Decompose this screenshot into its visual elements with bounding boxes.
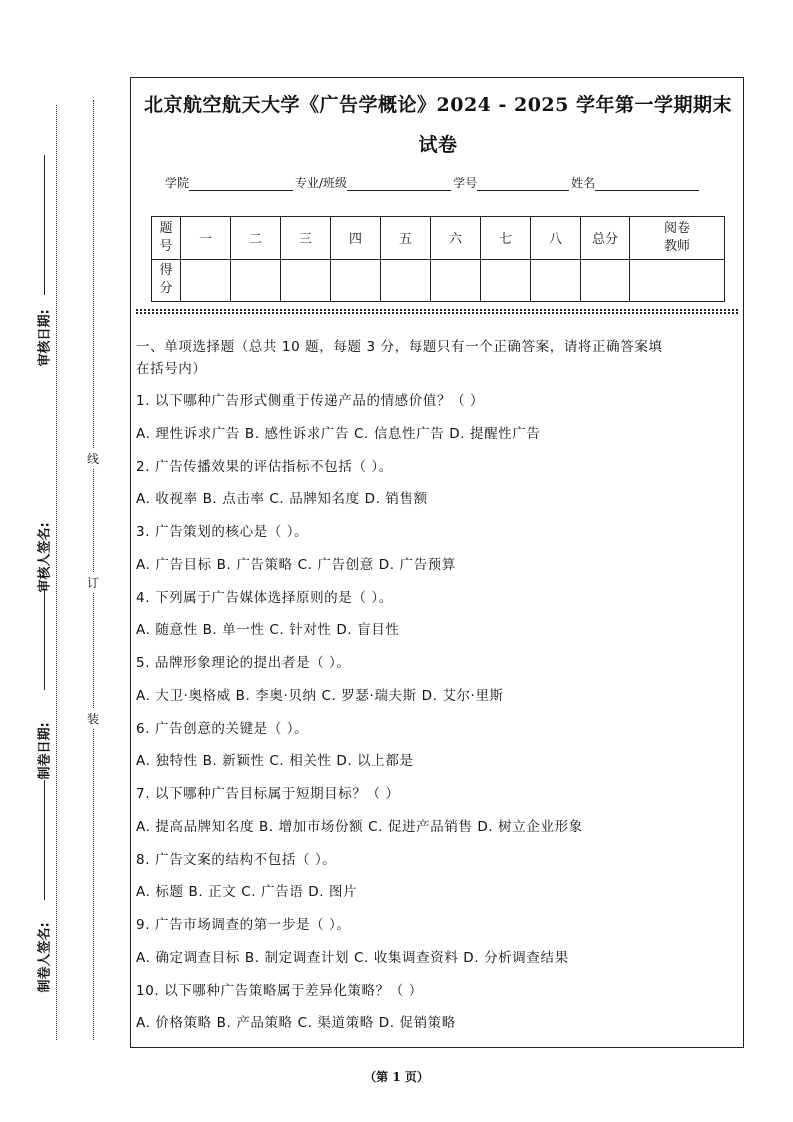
field-college-label: 学院 (165, 176, 190, 190)
reviewer-signature-blank (44, 590, 45, 690)
field-major-blank[interactable] (347, 177, 451, 191)
field-id-label: 学号 (453, 176, 478, 190)
col-grader: 阅卷教师 (630, 217, 725, 260)
score-table (151, 216, 725, 302)
col-total: 总分 (581, 217, 630, 260)
exam-paper-frame (130, 77, 744, 1048)
question-6: 6. 广告创意的关键是（ ）。 (136, 721, 309, 737)
col-7: 七 (481, 217, 531, 260)
col-4: 四 (331, 217, 381, 260)
score-cell[interactable] (331, 259, 381, 302)
question-3: 3. 广告策划的核心是（ ）。 (136, 524, 309, 540)
cut-char-bind: 订 (87, 572, 99, 593)
review-date-blank (44, 155, 45, 295)
col-3: 三 (281, 217, 331, 260)
review-date-label: 审核日期: (37, 309, 53, 367)
outer-dotted-line (56, 105, 57, 1040)
score-header: 得分 (152, 259, 181, 302)
question-10: 10. 以下哪种广告策略属于差异化策略？（ ） (136, 983, 423, 999)
question-1-options: A. 理性诉求广告 B. 感性诉求广告 C. 信息性广告 D. 提醒性广告 (136, 426, 541, 442)
score-cell[interactable] (381, 259, 431, 302)
make-date-label: 制卷日期: (37, 722, 53, 780)
question-5-options: A. 大卫·奥格威 B. 李奥·贝纳 C. 罗瑟·瑞夫斯 D. 艾尔·里斯 (136, 688, 504, 704)
question-7-options: A. 提高品牌知名度 B. 增加市场份额 C. 促进产品销售 D. 树立企业形象 (136, 819, 583, 835)
cut-char-line: 线 (87, 448, 99, 469)
section-heading-line1: 一、单项选择题（总共 10 题，每题 3 分，每题只有一个正确答案，请将正确答案填 (136, 339, 663, 355)
question-3-options: A. 广告目标 B. 广告策略 C. 广告创意 D. 广告预算 (136, 557, 456, 573)
question-10-options: A. 价格策略 B. 产品策略 C. 渠道策略 D. 促销策略 (136, 1015, 456, 1031)
question-2-options: A. 收视率 B. 点击率 C. 品牌知名度 D. 销售额 (136, 491, 428, 507)
student-info-row (165, 174, 701, 191)
score-table-score-row (152, 259, 725, 302)
dotted-separator (136, 309, 738, 311)
score-cell[interactable] (231, 259, 281, 302)
col-8: 八 (531, 217, 581, 260)
field-major-label: 专业/班级 (295, 176, 348, 190)
inner-dotted-line (93, 100, 94, 1040)
field-id-blank[interactable] (477, 177, 569, 191)
make-date-blank (44, 780, 45, 900)
question-4: 4. 下列属于广告媒体选择原则的是（ ）。 (136, 590, 393, 606)
score-cell[interactable] (531, 259, 581, 302)
exam-title-line2: 试卷 (418, 134, 458, 156)
field-name-label: 姓名 (571, 176, 596, 190)
score-cell[interactable] (431, 259, 481, 302)
col-5: 五 (381, 217, 431, 260)
question-9: 9. 广告市场调查的第一步是（ ）。 (136, 917, 351, 933)
reviewer-signature-label: 审核人签名: (37, 522, 53, 593)
score-cell-grader[interactable] (630, 259, 725, 302)
question-9-options: A. 确定调查目标 B. 制定调查计划 C. 收集调查资料 D. 分析调查结果 (136, 950, 569, 966)
page-number: （第 1 页） (364, 1070, 429, 1084)
question-8-options: A. 标题 B. 正文 C. 广告语 D. 图片 (136, 884, 358, 900)
question-5: 5. 品牌形象理论的提出者是（ ）。 (136, 655, 351, 671)
field-college-blank[interactable] (189, 177, 293, 191)
question-4-options: A. 随意性 B. 单一性 C. 针对性 D. 盲目性 (136, 622, 400, 638)
question-2: 2. 广告传播效果的评估指标不包括（ ）。 (136, 459, 393, 475)
score-cell[interactable] (281, 259, 331, 302)
question-no-header: 题号 (152, 217, 181, 260)
dotted-separator (136, 312, 738, 314)
col-6: 六 (431, 217, 481, 260)
score-table-header-row (152, 217, 725, 260)
score-cell-total[interactable] (581, 259, 630, 302)
col-2: 二 (231, 217, 281, 260)
question-8: 8. 广告文案的结构不包括（ ）。 (136, 852, 337, 868)
section-heading-line2: 在括号内） (136, 361, 207, 377)
question-1: 1. 以下哪种广告形式侧重于传递产品的情感价值？（ ） (136, 393, 485, 409)
maker-signature-label: 制卷人签名: (37, 922, 53, 993)
cut-char-stitch: 装 (87, 708, 99, 729)
exam-title-line1: 北京航空航天大学《广告学概论》2024 - 2025 学年第一学期期末 (144, 94, 732, 116)
question-7: 7. 以下哪种广告目标属于短期目标？（ ） (136, 786, 400, 802)
score-cell[interactable] (181, 259, 231, 302)
score-cell[interactable] (481, 259, 531, 302)
field-name-blank[interactable] (595, 177, 699, 191)
col-1: 一 (181, 217, 231, 260)
question-6-options: A. 独特性 B. 新颖性 C. 相关性 D. 以上都是 (136, 753, 414, 769)
